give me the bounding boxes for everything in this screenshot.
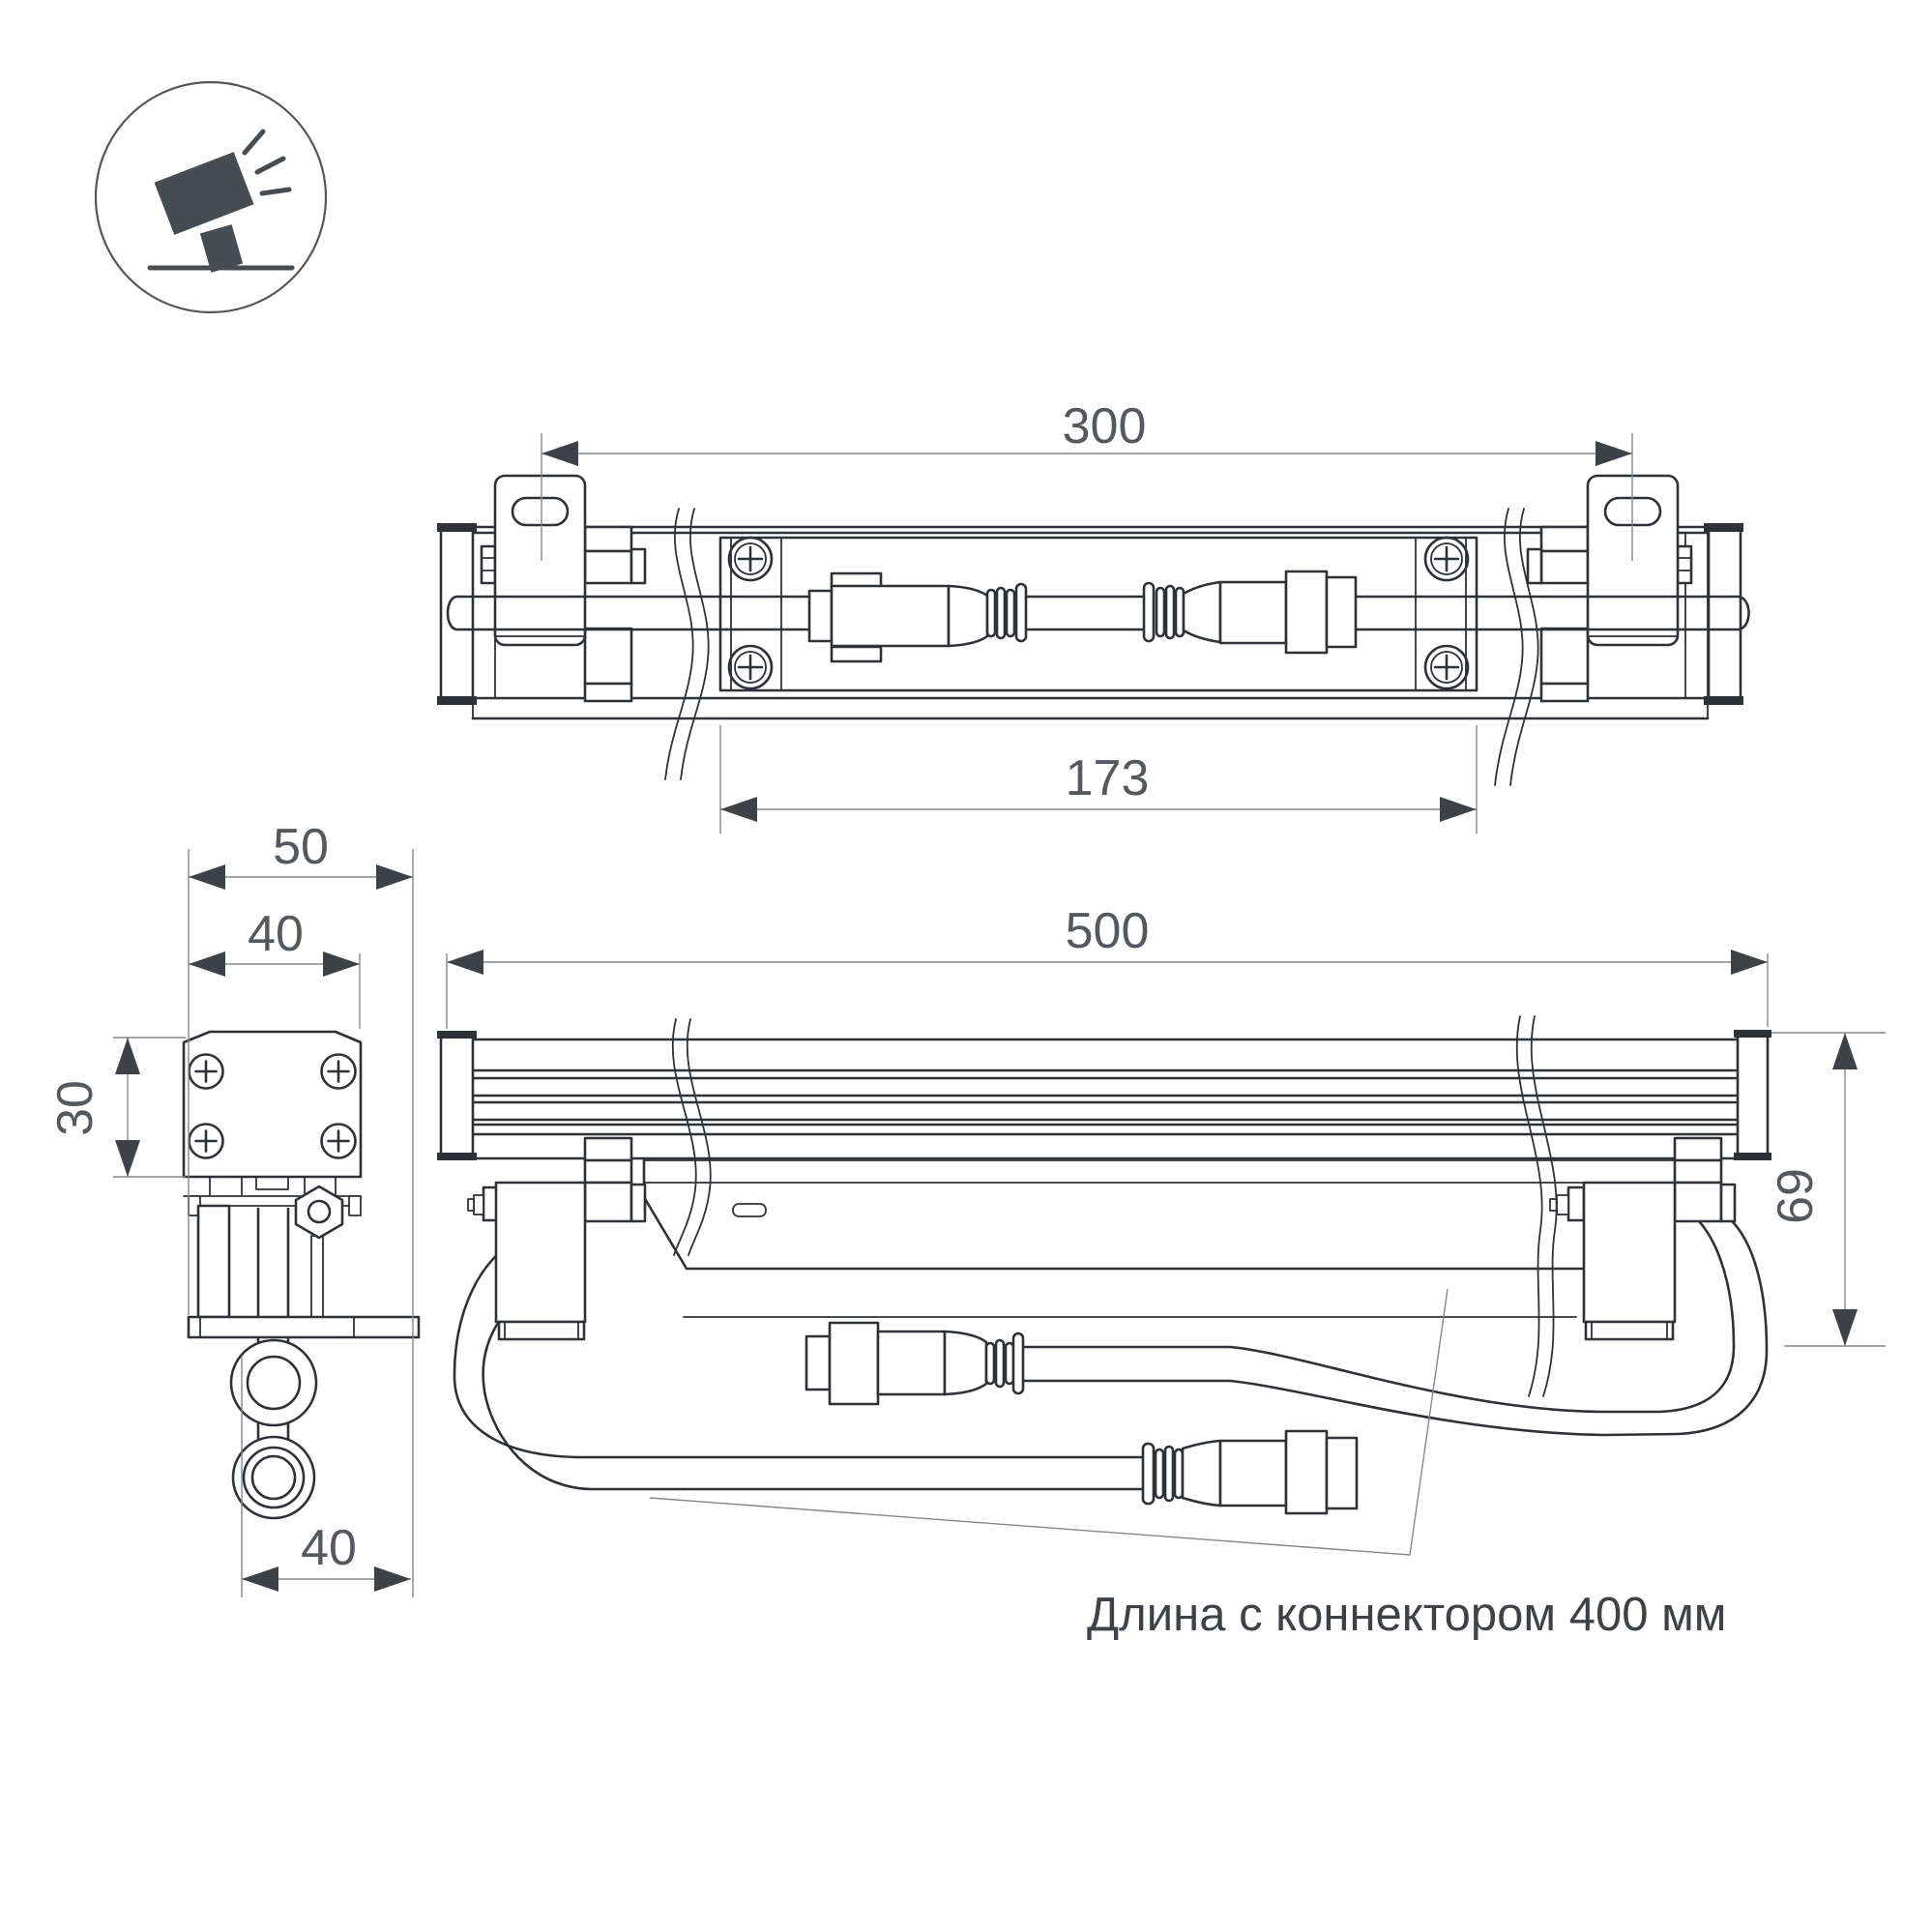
dim-label-300: 300 [1062,398,1147,454]
icon-lamp-stand [200,224,243,273]
dim-label-500: 500 [1065,903,1150,959]
module-plug [733,1204,766,1216]
bracket-foot [1586,1322,1673,1339]
mounting-bracket-left-top [482,476,645,701]
male-connector-top [809,573,1026,661]
screw-icon [729,538,772,580]
mounting-bracket-right-top [1528,476,1691,701]
cable-middle [1026,597,1144,629]
side-body [184,1032,361,1215]
front-view [437,903,1886,1641]
end-cap-right [1738,1033,1768,1158]
end-cap-left [441,1034,473,1158]
female-connector-front [806,1323,1023,1404]
dim-label-50: 50 [273,819,329,875]
dimension-40-top [189,906,360,1029]
side-bracket [189,1186,419,1337]
bracket-body [1584,1183,1675,1322]
dimension-173 [720,725,1477,834]
bracket-bolt [1678,546,1691,583]
dimension-500 [447,903,1768,1029]
front-bar [437,1030,1771,1160]
screw-icon [1425,646,1468,688]
bracket-bolt [482,546,495,583]
dim-label-69: 69 [1768,1168,1824,1224]
end-cap-right [1709,527,1741,701]
end-cap-left [441,527,473,701]
screw-icon [1425,538,1468,580]
mounting-bracket-right-front [1550,1138,1735,1339]
floodlight-icon [96,82,326,312]
side-connector-rings [231,1340,316,1518]
bracket-bolt [1568,1187,1584,1220]
leader-line [650,1289,1448,1555]
side-foot [189,1317,419,1337]
side-view [47,819,419,1597]
cable-right [1356,597,1749,629]
bracket-body [496,1183,585,1322]
bracket-plate [495,476,585,645]
dim-label-40-bottom: 40 [301,1520,357,1576]
cable-loops [454,1216,1767,1489]
dimension-69 [1768,1033,1886,1346]
dim-label-30: 30 [47,1080,103,1136]
dim-label-40-top: 40 [248,906,304,962]
female-connector-top [1144,571,1356,653]
bracket-foot [499,1322,584,1339]
icon-lamp-head [155,152,254,235]
icon-light-rays [245,132,289,193]
male-connector-front [1143,1431,1357,1513]
top-view [437,398,1749,834]
dimension-30 [47,1038,186,1177]
dim-label-173: 173 [1065,750,1150,806]
led-module [644,1158,1680,1317]
screw-icon [729,646,772,688]
cable-length-note: Длина с коннектором 400 мм [1087,1589,1727,1641]
mounting-bracket-left-front [468,1138,645,1339]
break-lines-top [665,509,1538,785]
